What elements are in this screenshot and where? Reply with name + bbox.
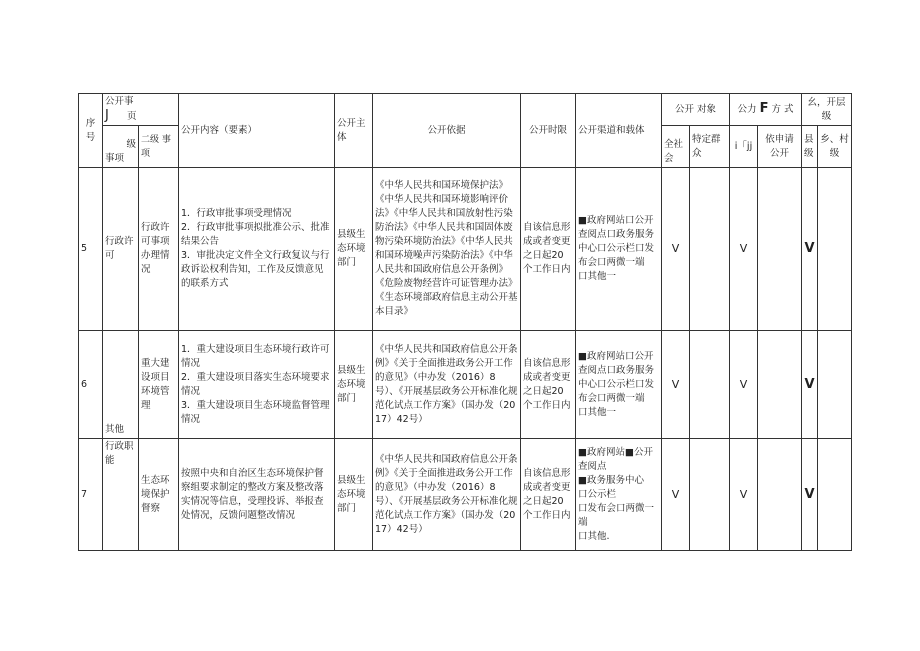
row-content: 按照中央和自治区生态环境保护督察组要求制定的整改方案及整改落实情况等信息，受理投诉、举报查处情况，反馈问题整改情况 xyxy=(179,439,335,551)
row-level-town xyxy=(818,168,852,331)
row-level1: 行政许 可 xyxy=(103,168,139,331)
row-seq: 6 xyxy=(79,331,103,439)
row-basis: 《中华人民共和国政府信息公开条例》《关于全面推进政务公开工作的意见》（中办发（2016）8号）、《开展基层政务公开标准化规范化试点工作方案》（国办发（2017）42号） xyxy=(373,331,521,439)
row-time: 自该信息形成或者变更之日起20个工作日内 xyxy=(521,168,576,331)
header-level1: 级 事项 xyxy=(103,126,139,168)
row-level-county: V xyxy=(802,331,818,439)
header-subject: 公开主 体 xyxy=(335,94,373,168)
header-target: 公开 对象 xyxy=(662,94,730,126)
header-level2: 二级 事项 xyxy=(139,126,179,168)
row-method-apply xyxy=(758,168,802,331)
row-time: 自该信息形成或者变更之日起20个工作日内 xyxy=(521,439,576,551)
header-basis: 公开依据 xyxy=(373,94,521,168)
row-subject: 县级生态环境部门 xyxy=(335,331,373,439)
header-channel: 公开渠道和载体 xyxy=(576,94,662,168)
row-target-specific xyxy=(690,168,730,331)
row-channel: ■政府网站口公开查阅点口政务服务中心口公示栏口发布会口两微一端 口其他一 xyxy=(576,168,662,331)
row-target-all: V xyxy=(662,331,690,439)
row-basis: 《中华人民共和国政府信息公开条例》《关于全面推进政务公开工作的意见》（中办发（2016）8号）、《开展基层政务公开标准化规范化试点工作方案》（国办发（2017）42号） xyxy=(373,439,521,551)
row-level-county: V xyxy=(802,439,818,551)
row-level1: 行政职 能 xyxy=(103,439,139,551)
row-basis: 《中华人民共和国环境保护法》 《中华人民共和国环境影响评价法》《中华人民共和国放射性污染防治法》《中华人民共和国固体废物污染环境防治法》《中华人民共和国环境噪声污染防治法》《中华人民共和国政府信息公开条例》 《危险废物经营许可证管理办法》 《生态环境部政府信息主动公开基本目录》 xyxy=(373,168,521,331)
header-level-town: 乡、村级 xyxy=(818,126,852,168)
header-level-county: 县 级 xyxy=(802,126,818,168)
row-method-active: V xyxy=(730,331,758,439)
table-row xyxy=(79,168,852,331)
header-item: 公开事 J 页 xyxy=(103,94,179,126)
header-seq: 序 号 xyxy=(79,94,103,168)
header-method: 公力 F 方 式 xyxy=(730,94,802,126)
header-target-specific: 特定群 众 xyxy=(690,126,730,168)
header-time: 公开时限 xyxy=(521,94,576,168)
row-level-town xyxy=(818,331,852,439)
table-row xyxy=(79,439,852,551)
row-level-county: V xyxy=(802,168,818,331)
table-row xyxy=(79,331,852,439)
row-target-specific xyxy=(690,439,730,551)
row-level2: 生态环 境保护 督察 xyxy=(139,439,179,551)
row-content: 1．行政审批事项受理情况 2．行政审批事项拟批准公示、批准结果公告 3．审批决定文件全文行政复议与行政诉讼权利告知，工作及反馈意见的联系方式 xyxy=(179,168,335,331)
row-level1: 其他 xyxy=(103,331,139,439)
row-level2: 行政许 可事项 办理情 况 xyxy=(139,168,179,331)
row-subject: 县级生态环境部门 xyxy=(335,439,373,551)
header-target-all: 全社会 xyxy=(662,126,690,168)
row-target-all: V xyxy=(662,439,690,551)
row-level2: 重大建 设项目 环境管 理 xyxy=(139,331,179,439)
row-method-active: V xyxy=(730,168,758,331)
disclosure-table xyxy=(78,93,852,551)
row-target-specific xyxy=(690,331,730,439)
row-level-town xyxy=(818,439,852,551)
header-method-active: i「jj xyxy=(730,126,758,168)
header-level: 幺，开层级 xyxy=(802,94,852,126)
row-channel: ■政府网站口公开查阅点口政务服务中心口公示栏口发布会口两微一端 口其他一 xyxy=(576,331,662,439)
row-seq: 5 xyxy=(79,168,103,331)
row-content: 1．重大建设项目生态环境行政许可情况 2．重大建设项目落实生态环境要求情况 3．重大建设项目生态环境监督管理情况 xyxy=(179,331,335,439)
row-seq: 7 xyxy=(79,439,103,551)
header-method-apply: 依申请 公开 xyxy=(758,126,802,168)
row-method-active: V xyxy=(730,439,758,551)
row-method-apply xyxy=(758,331,802,439)
row-target-all: V xyxy=(662,168,690,331)
row-channel: ■政府网站■公开查阅点 ■政务服务中心 口公示栏 口发布会口两微一端 口其他. xyxy=(576,439,662,551)
row-subject: 县级生态环境部门 xyxy=(335,168,373,331)
row-method-apply xyxy=(758,439,802,551)
row-time: 自该信息形成或者变更之日起20个工作日内 xyxy=(521,331,576,439)
header-content: 公开内容（要素） xyxy=(179,94,335,168)
